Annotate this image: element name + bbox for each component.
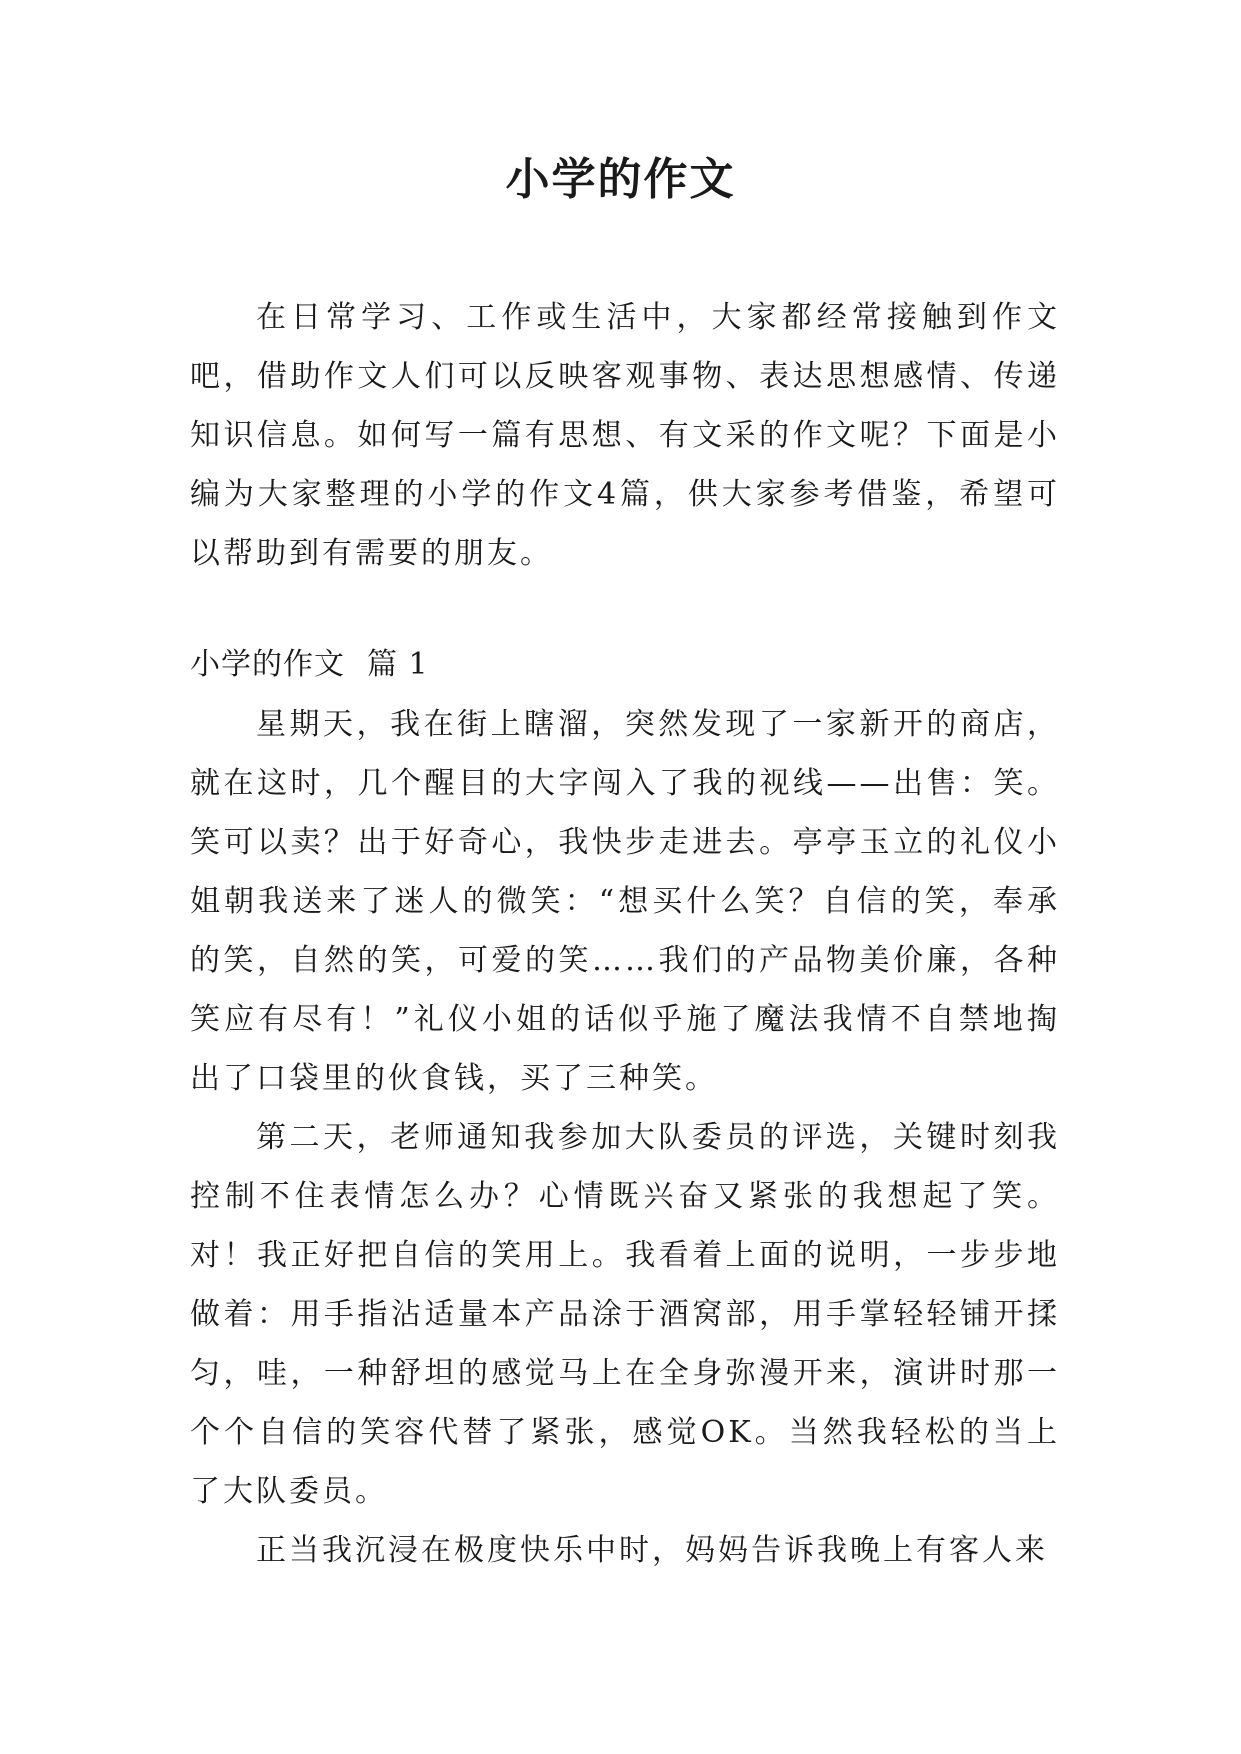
- section-heading: [190, 641, 429, 689]
- intro-paragraph: 在日常学习、工作或生活中，大家都经常接触到作文吧，借助作文人们可以反映客观事物、表达思想感情、传递知识信息。如何写一篇有思想、有文采的作文呢？下面是小编为大家整理的小学的作文4篇，供大家参考借鉴，希望可以帮助到有需要的朋友。: [190, 300, 1060, 571]
- section-number: 篇 1: [367, 647, 429, 682]
- essay-paragraph: 第二天，老师通知我参加大队委员的评选，关键时刻我控制不住表情怎么办？心情既兴奋又紧张的我想起了笑。对！我正好把自信的笑用上。我看着上面的说明，一步步地做着：用手指沾适量本产品涂于酒窝部，用手掌轻轻铺开揉匀，哇，一种舒坦的感觉马上在全身弥漫开来，演讲时那一个个自信的笑容代替了紧张，感觉OK。当然我轻松的当上了大队委员。: [190, 1120, 1060, 1509]
- section-title: 小学的作文: [190, 647, 345, 682]
- essay-body: [190, 695, 1060, 1580]
- essay-paragraph: 正当我沉浸在极度快乐中时，妈妈告诉我晚上有客人来: [256, 1533, 1048, 1568]
- essay-paragraph: 星期天，我在街上瞎溜，突然发现了一家新开的商店，就在这时，几个醒目的大字闯入了我的视线——出售：笑。笑可以卖？出于好奇心，我快步走进去。亭亭玉立的礼仪小姐朝我送来了迷人的微笑：“想买什么笑？自信的笑，奉承的笑，自然的笑，可爱的笑……我们的产品物美价廉，各种笑应有尽有！”礼仪小姐的话似乎施了魔法我情不自禁地掏出了口袋里的伙食钱，买了三种笑。: [190, 707, 1060, 1096]
- intro-block: [190, 288, 1060, 583]
- document-title: 小学的作文: [505, 154, 736, 205]
